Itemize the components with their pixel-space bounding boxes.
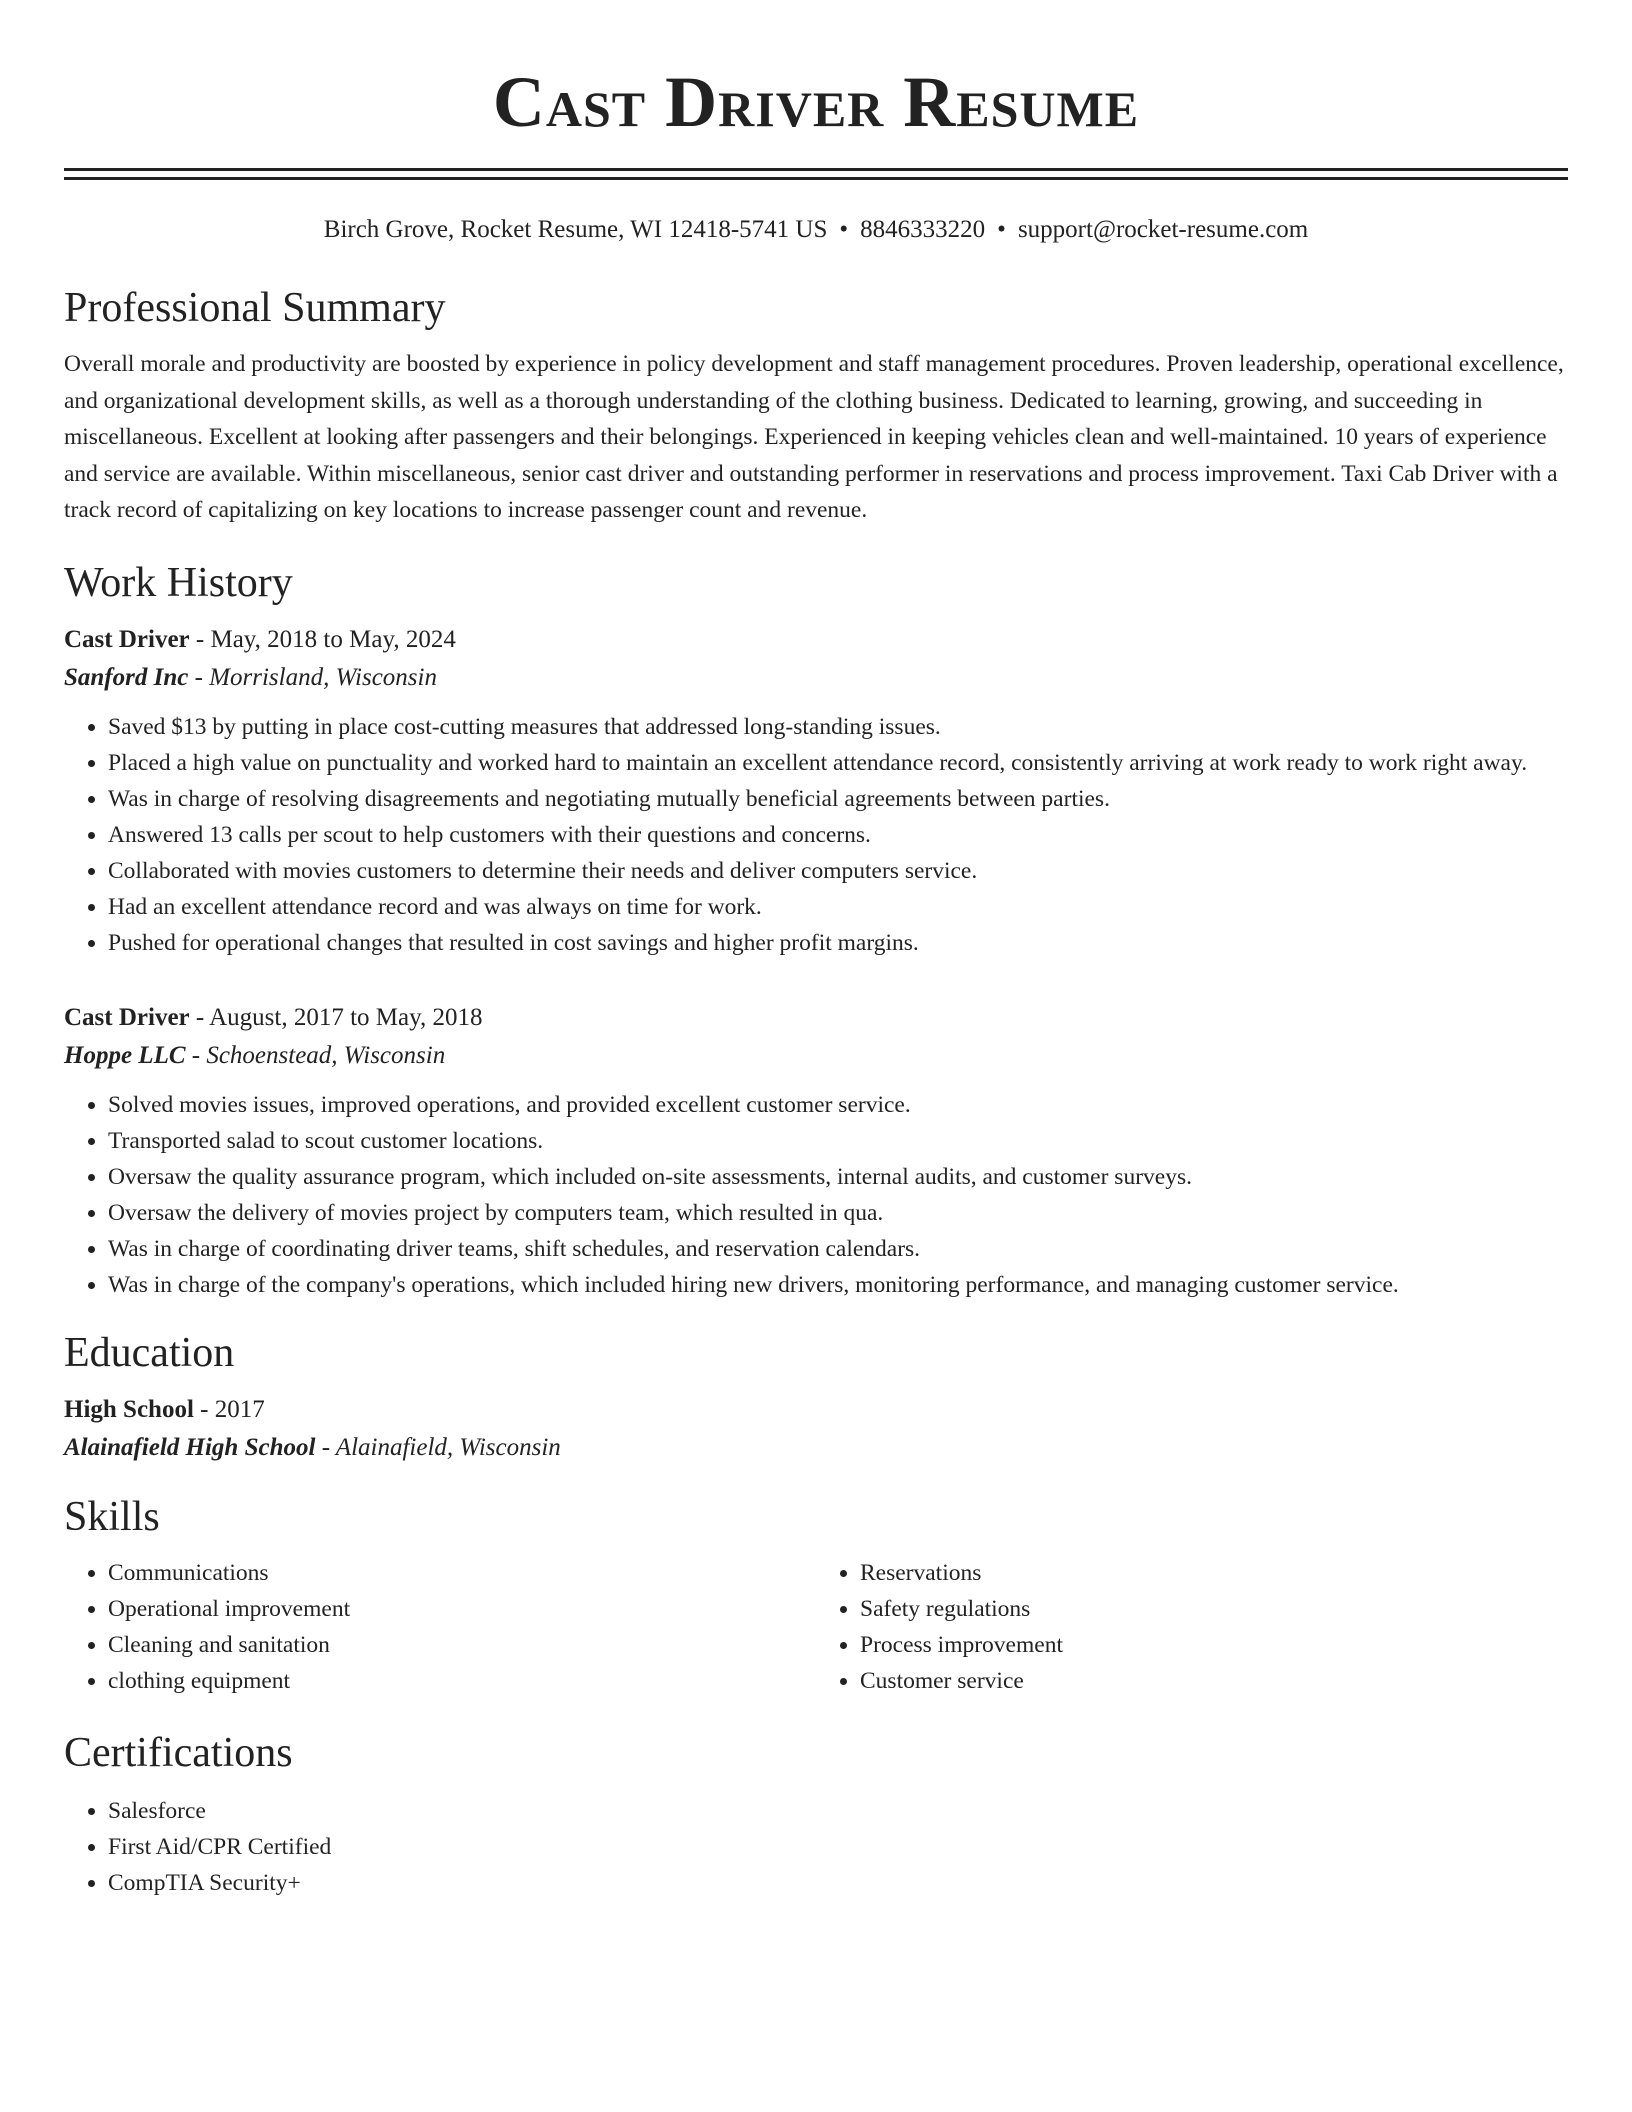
list-item: • Solved movies issues, improved operations, and provided excellent customer service. [108,1087,1568,1123]
contact-separator: • [997,216,1006,243]
list-item: • Communications [108,1555,816,1591]
list-item: • Was in charge of resolving disagreements and negotiating mutually beneficial agreements between parties. [108,781,1568,817]
list-item: • clothing equipment [108,1663,816,1699]
list-item: • Saved $13 by putting in place cost-cutting measures that addressed long-standing issues. [108,709,1568,745]
work-history-heading: Work History [64,559,293,606]
contact-address: Birch Grove, Rocket Resume, WI 12418-5741 US [323,216,828,243]
list-item: • CompTIA Security+ [108,1865,1568,1901]
list-item: • Customer service [860,1663,1568,1699]
list-item: • Oversaw the quality assurance program, which included on-site assessments, internal audits, and customer surveys. [108,1159,1568,1195]
job-company: Hoppe LLC [64,1041,186,1069]
job-location: - Morrisland, Wisconsin [188,663,437,691]
education-entry [64,1391,1568,1467]
contact-separator: • [839,216,849,243]
summary-heading: Professional Summary [64,285,446,331]
list-item: • Cleaning and sanitation [108,1627,816,1663]
job-dates: - August, 2017 to May, 2018 [189,1003,483,1031]
contact-line [64,214,1568,246]
job-title: Cast Driver [64,625,190,653]
list-item: • Answered 13 calls per scout to help customers with their questions and concerns. [108,817,1568,853]
skills-column-right [816,1555,1568,1699]
title-divider-bottom [64,177,1568,180]
job-dates: - May, 2018 to May, 2024 [189,625,456,653]
list-item: • Process improvement [860,1627,1568,1663]
education-school-line [64,1429,1568,1467]
contact-email: support@rocket-resume.com [1017,216,1309,243]
contact-phone: 8846333220 [860,216,986,243]
job-bullets [64,709,1568,961]
skills-grid [64,1555,1568,1699]
list-item: • Salesforce [108,1793,1568,1829]
list-item: • Was in charge of the company's operations, which included hiring new drivers, monitoring performance, and managing customer service. [108,1267,1568,1303]
education-location: - Alainafield, Wisconsin [315,1433,561,1461]
job-location: - Schoenstead, Wisconsin [185,1041,446,1069]
list-item: • Pushed for operational changes that resulted in cost savings and higher profit margins. [108,925,1568,961]
list-item: • Transported salad to scout customer locations. [108,1123,1568,1159]
job-entry [64,621,1568,961]
job-entry [64,999,1568,1303]
list-item: • Oversaw the delivery of movies project by computers team, which resulted in qua. [108,1195,1568,1231]
education-section [64,1327,1568,1467]
skills-column-left [64,1555,816,1699]
education-heading: Education [64,1329,235,1376]
job-company-line [64,1037,1568,1075]
list-item: • Had an excellent attendance record and was always on time for work. [108,889,1568,925]
certifications-heading: Certifications [64,1729,293,1776]
job-company-line [64,659,1568,697]
list-item: • Placed a high value on punctuality and worked hard to maintain an excellent attendance record, consistently arriving at work ready to work right away. [108,745,1568,781]
education-degree: High School [64,1395,194,1423]
education-school: Alainafield High School [64,1433,316,1461]
job-bullets [64,1087,1568,1303]
certifications-list [64,1793,1568,1901]
list-item: • First Aid/CPR Certified [108,1829,1568,1865]
job-title-line [64,999,1568,1037]
resume-title: Cast Driver Resume [492,62,1140,142]
list-item: • Safety regulations [860,1591,1568,1627]
list-item: • Reservations [860,1555,1568,1591]
job-title-line [64,621,1568,659]
job-title: Cast Driver [64,1003,190,1031]
summary-text: Overall morale and productivity are boosted by experience in policy development and staff management procedures. Proven leadership, operational excellence, and organizational development skills, as well as a thorough understanding of the clothing business. Dedicated to learning, growing, and succeeding in miscellaneous. Excellent at looking after passengers and their belongings. Experienced in keeping vehicles clean and well-maintained. 10 years of experience and service are available. Within miscellaneous, senior cast driver and outstanding performer in reservations and process improvement. Taxi Cab Driver with a track record of capitalizing on key locations to increase passenger count and revenue. [64,351,1564,523]
list-item: • Collaborated with movies customers to determine their needs and deliver computers service. [108,853,1568,889]
job-company: Sanford Inc [64,663,189,691]
list-item: • Was in charge of coordinating driver teams, shift schedules, and reservation calendars. [108,1231,1568,1267]
professional-summary-section [64,282,1568,529]
education-year: - 2017 [193,1395,265,1423]
list-item: • Operational improvement [108,1591,816,1627]
title-divider-top [64,168,1568,171]
work-history-section [64,557,1568,1303]
skills-section [64,1491,1568,1699]
skills-heading: Skills [64,1493,160,1540]
certifications-section [64,1727,1568,1901]
education-degree-line [64,1391,1568,1429]
